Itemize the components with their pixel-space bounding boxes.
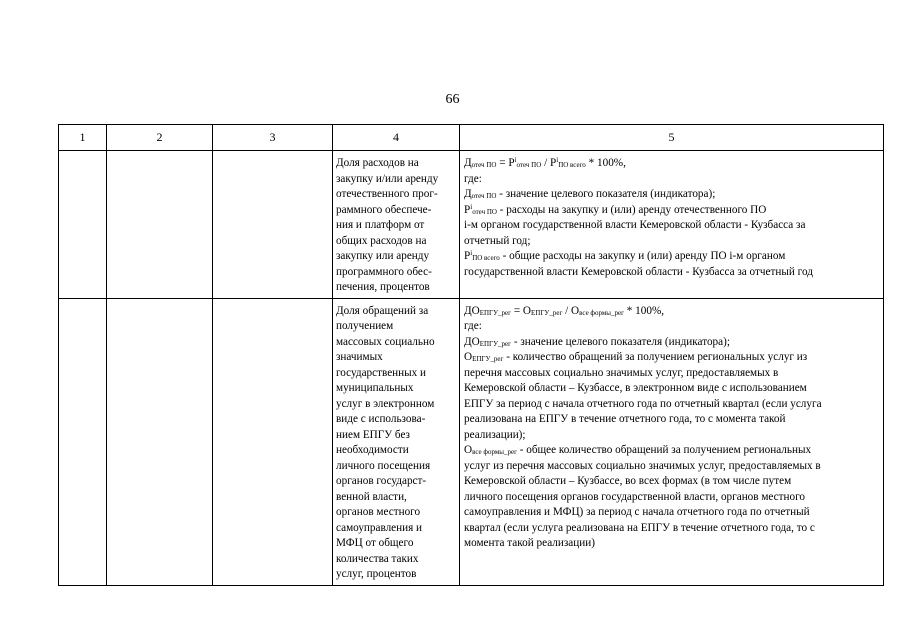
table-row <box>59 151 884 299</box>
definition-line: отчетный год; <box>464 234 531 247</box>
indicator-name-line: ния и платформ от <box>336 219 425 231</box>
indicator-name-line: закупку и/или аренду <box>336 172 439 185</box>
indicator-name-line: услуг в электронном <box>336 397 435 410</box>
definition-line: $О_{ЕПГУ\_рег}$ - количество обращений за получением региональных услуг из <box>464 351 808 363</box>
indicator-name-line: виде с использова- <box>336 413 426 425</box>
header-cell-3: 3 <box>213 125 333 151</box>
definition-line: реализована на ЕПГУ в течение отчетного года, то с момента такой <box>464 413 786 425</box>
where-label: где: <box>464 320 482 332</box>
definition-line: самоуправления и МФЦ) за период с начала отчетного года по отчетный <box>464 506 810 518</box>
definition-line: реализации); <box>464 428 526 441</box>
indicator-name-line: личного посещения <box>336 459 431 472</box>
formula-line: $ДО_{ЕПГУ\_рег} = О_{ЕПГУ\_рег} / О_{все формы\_рег} * 100\%$, <box>464 304 665 317</box>
cell-col3 <box>213 298 333 585</box>
indicator-name-line: нием ЕПГУ без <box>336 428 410 441</box>
indicator-name-cell <box>333 151 460 299</box>
definition-line: i-м органом государственной власти Кемеровской области - Кузбасса за <box>464 219 806 231</box>
indicator-name-line: венной власти, <box>336 490 407 503</box>
indicator-name-line: МФЦ от общего <box>336 537 414 549</box>
header-cell-1: 1 <box>59 125 107 151</box>
formula-cell <box>460 151 884 299</box>
indicator-name-line: Доля расходов на <box>336 157 419 169</box>
indicator-name-line: органов местного <box>336 506 421 518</box>
definition-line: $P^i_{ПО всего}$ - общие расходы на закупку и (или) аренду ПО i-м органом <box>464 249 786 262</box>
header-cell-5: 5 <box>460 125 884 151</box>
header-cell-2: 2 <box>107 125 213 151</box>
cell-col1 <box>59 298 107 585</box>
indicator-name-line: программного обес- <box>336 265 432 278</box>
indicator-name-line: массовых социально <box>336 335 435 348</box>
definition-line: $ДО_{ЕПГУ\_рег}$ - значение целевого показателя (индикатора); <box>464 335 730 348</box>
formula-line: $Д_{отеч ПО} = Р^i_{отеч ПО} / P^i_{ПО всего} * 100\%$, <box>464 156 626 169</box>
formula-cell <box>460 298 884 585</box>
indicator-name-line: значимых <box>336 351 383 363</box>
indicator-name-line: муниципальных <box>336 382 414 394</box>
indicator-name-line: органов государст- <box>336 475 427 487</box>
definition-line: квартал (если услуга реализована на ЕПГУ в течение отчетного года, то с <box>464 521 815 534</box>
definition-line: момента такой реализации) <box>464 537 595 549</box>
indicator-name-line: Доля обращений за <box>336 304 429 317</box>
header-cell-4: 4 <box>333 125 460 151</box>
definition-line: $О_{все формы\_рег}$ - общее количество обращений за получением региональных <box>464 444 812 456</box>
indicator-table <box>58 124 884 586</box>
where-label: где: <box>464 172 482 185</box>
definition-line: $Р^i_{отеч ПО}$ - расходы на закупку и (или) аренду отечественного ПО <box>464 202 767 216</box>
indicator-name-line: самоуправления и <box>336 521 423 534</box>
indicator-name-line: печения, процентов <box>336 281 430 293</box>
indicator-name-cell <box>333 298 460 585</box>
indicator-name-line: государственных и <box>336 366 427 379</box>
cell-col3 <box>213 151 333 299</box>
indicator-name-line: закупку или аренду <box>336 250 430 262</box>
definition-line: Кемеровской области – Кузбассе, во всех формах (в том числе путем <box>464 475 792 487</box>
indicator-name-line: раммного обеспече- <box>336 203 432 216</box>
indicator-name-line: количества таких <box>336 552 419 565</box>
table-row <box>59 298 884 585</box>
indicator-name-line: услуг, процентов <box>336 568 417 580</box>
definition-line: Кемеровской области – Кузбассе, в электронном виде с использованием <box>464 382 807 394</box>
definition-line: перечня массовых социально значимых услуг, предоставляемых в <box>464 366 779 379</box>
definition-line: государственной власти Кемеровской области - Кузбасса за отчетный год <box>464 265 813 278</box>
page-number: 66 <box>445 92 460 107</box>
definition-line: личного посещения органов государственной власти, органов местного <box>464 490 806 503</box>
table-header-row <box>59 125 884 151</box>
cell-col2 <box>107 298 213 585</box>
definition-line: $Д_{отеч ПО}$ - значение целевого показателя (индикатора); <box>464 188 716 200</box>
cell-col1 <box>59 151 107 299</box>
indicator-name-line: общих расходов на <box>336 234 427 247</box>
definition-line: ЕПГУ за период с начала отчетного года по отчетный квартал (если услуга <box>464 397 822 410</box>
indicator-name-line: получением <box>336 320 394 332</box>
cell-col2 <box>107 151 213 299</box>
definition-line: услуг из перечня массовых социально значимых услуг, предоставляемых в <box>464 459 821 472</box>
indicator-name-line: отечественного прог- <box>336 188 438 200</box>
indicator-name-line: необходимости <box>336 444 409 456</box>
